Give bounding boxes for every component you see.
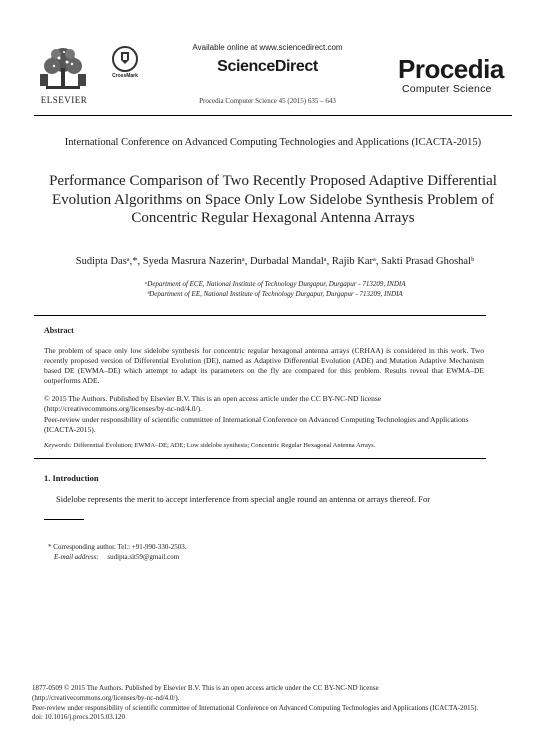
email-footnote bbox=[54, 553, 179, 561]
footnote-divider bbox=[44, 519, 84, 520]
license-text: © 2015 The Authors. Published by Elsevier B.V. This is an open access article under the CC BY-NC-ND license bbox=[44, 394, 382, 403]
email-label: E-mail address: bbox=[54, 553, 99, 561]
peer-review-statement: Peer-review under responsibility of scientific committee of International Conference on Advanced Computing Technologies and Applications (ICACTA-2015). bbox=[44, 415, 469, 434]
publisher-wordmark: ELSEVIER bbox=[40, 95, 88, 105]
keywords-label: Keywords: bbox=[44, 442, 72, 449]
available-online-text: Available online at www.sciencedirect.com bbox=[192, 43, 343, 52]
author-list: Sudipta Dasᵃ,*, Syeda Masrura Nazerinᵃ, Durbadal Mandalᵃ, Rajib Karᵃ, Sakti Prasad Ghoshalᵇ bbox=[75, 256, 475, 267]
journal-citation: Procedia Computer Science 45 (2015) 635 – 643 bbox=[199, 97, 336, 105]
affiliation-b: ᵇDepartment of EE, National Institute of Technology Durgapur, Durgapur - 713209, INDIA bbox=[147, 290, 403, 298]
crossmark-label: CrossMark bbox=[112, 73, 138, 79]
footer-license-url[interactable]: (http://creativecommons.org/licenses/by-nc-nd/4.0/). bbox=[32, 693, 180, 702]
footer-doi[interactable]: doi: 10.1016/j.procs.2015.03.120 bbox=[32, 713, 125, 722]
introduction-text: Sidelobe represents the merit to accept interference from special angle round an antenna or arrays thereof. For bbox=[56, 494, 431, 504]
header-divider bbox=[34, 115, 512, 116]
affiliation-a: ᵃDepartment of ECE, National Institute of Technology Durgapur, Durgapur - 713209, INDIA bbox=[144, 280, 406, 288]
footer-peer-review: Peer-review under responsibility of scientific committee of International Conference on Advanced Computing Technologies and Applications (ICACTA-2015). bbox=[32, 703, 479, 712]
conference-name: International Conference on Advanced Computing Technologies and Applications (ICACTA-2015) bbox=[64, 137, 482, 148]
footer-issn-line: 1877-0509 © 2015 The Authors. Published by Elsevier B.V. This is an open access article under the CC BY-NC-ND license bbox=[32, 684, 379, 692]
section-heading-introduction: 1. Introduction bbox=[44, 473, 99, 483]
abstract-divider-bottom bbox=[34, 458, 486, 459]
procedia-subtitle: Computer Science bbox=[402, 83, 492, 95]
abstract-heading: Abstract bbox=[44, 326, 74, 335]
paper-title: Performance Comparison of Two Recently Proposed Adaptive Differential Evolution Algorithms on Space Only Low Sidelobe Synthesis Problem of Concentric Regular Hexagonal Antenna Arrays bbox=[49, 173, 497, 226]
page-footer bbox=[32, 684, 482, 723]
license-link[interactable]: (http://creativecommons.org/licenses/by-nc-nd/4.0/). bbox=[44, 404, 202, 413]
email-address[interactable]: sudipta.sit59@gmail.com bbox=[107, 553, 180, 561]
keywords bbox=[44, 442, 484, 449]
sciencedirect-wordmark: ScienceDirect bbox=[217, 58, 318, 75]
elsevier-tree-logo bbox=[34, 44, 92, 94]
corresponding-author-note: * Corresponding author. Tel.: +91-990-330-2503. bbox=[48, 543, 187, 551]
procedia-logo: Procedia bbox=[398, 54, 504, 84]
crossmark-icon[interactable] bbox=[112, 46, 138, 72]
keywords-list: Differential Evolution; EWMA–DE; ADE; Low sidelobe synthesis; Concentric Regular Hexagonal Antenna Arrays. bbox=[71, 442, 376, 449]
license-statement bbox=[44, 394, 484, 414]
abstract-body: The problem of space only low sidelobe synthesis for concentric regular hexagonal antenna arrays (CRHAA) is considered in this work. Two recently proposed version of Differential Evolution (DE), named as Adaptive Differential Evolution (ADE) and Mutation Adaptive Mechanism based DE (EWMA–DE) which attempt to adapt its parameters on the fly are compared for this problem. Results reveal that EWMA–DE outperforms ADE. bbox=[44, 346, 484, 385]
abstract-divider-top bbox=[34, 315, 486, 316]
